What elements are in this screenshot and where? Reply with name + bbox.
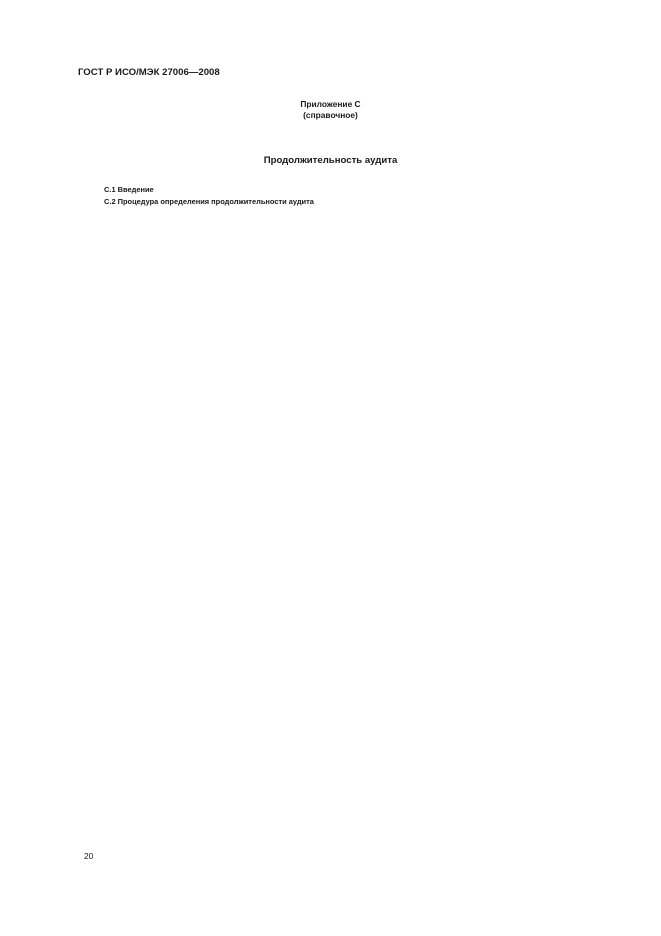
annex-title: Продолжительность аудита [263, 155, 398, 166]
annex-label-block [0, 99, 661, 121]
annex-status: (справочное) [303, 110, 358, 120]
document-body [84, 185, 580, 208]
document-header: ГОСТ Р ИСО/МЭК 27006—2008 [78, 67, 220, 78]
section-heading-procedure: С.2 Процедура определения продолжительности аудита [104, 196, 314, 206]
page-number: 20 [84, 851, 94, 861]
annex-label: Приложение С [300, 99, 361, 109]
section-heading-introduction: С.1 Введение [104, 185, 154, 194]
